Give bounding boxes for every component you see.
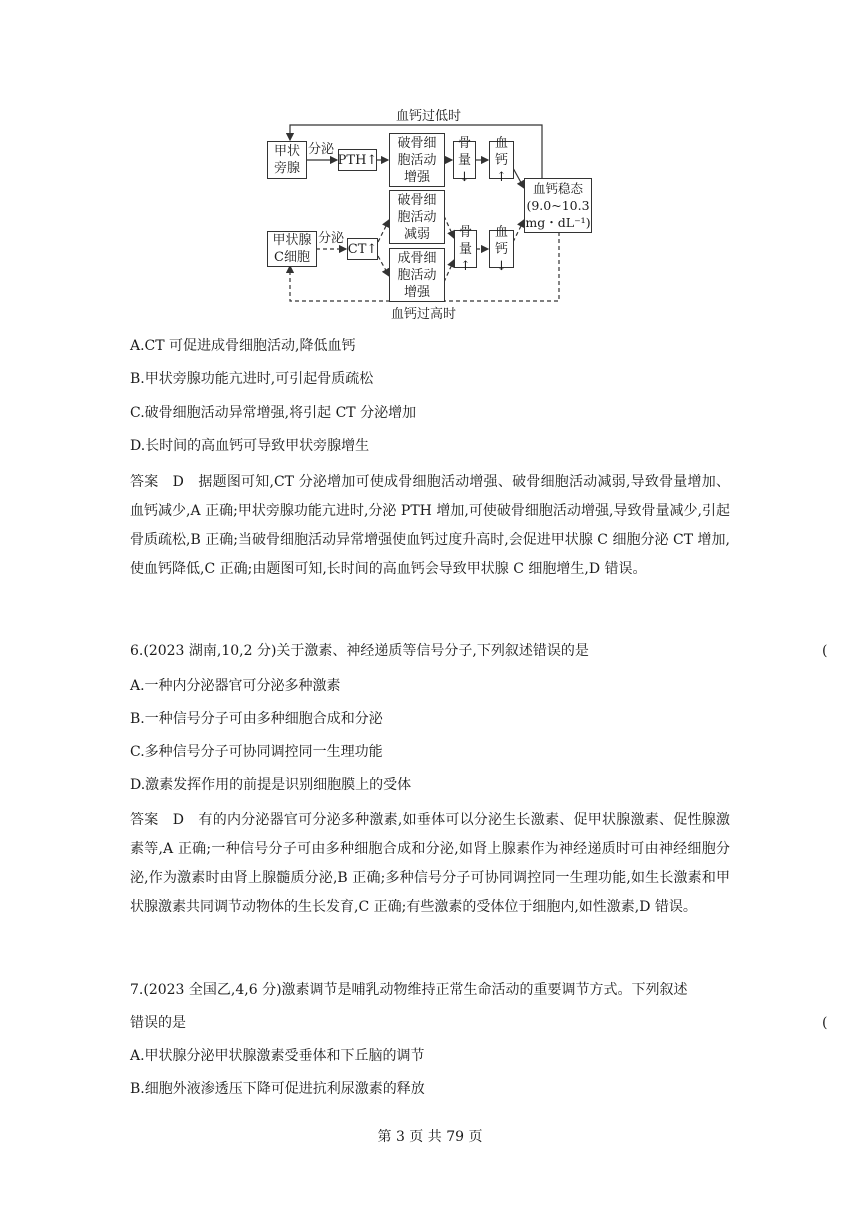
thyroid-c-cell-box: 甲状腺 C细胞 (267, 231, 317, 267)
q7-stem-line1: 7.(2023 全国乙,4,6 分)激素调节是哺乳动物维持正常生命活动的重要调节方式。下列叙述 (130, 982, 688, 998)
q6-option-c: C.多种信号分子可协同调控同一生理功能 (130, 744, 383, 760)
parathyroid-box: 甲状 旁腺 (267, 141, 307, 179)
q5-option-a: A.CT 可促进成骨细胞活动,降低血钙 (130, 338, 356, 354)
bone-mass-decrease-box: 骨 量↓ (453, 141, 476, 179)
pth-box: PTH↑ (338, 149, 377, 171)
q7-answer-paren: ( (822, 1015, 828, 1031)
q6-option-a: A.一种内分泌器官可分泌多种激素 (130, 678, 341, 694)
calcium-homeostasis-box: 血钙稳态 (9.0~10.3 mg・dL⁻¹) (524, 178, 592, 233)
page-footer: 第 3 页 共 79 页 (377, 1129, 483, 1145)
ct-box: CT↑ (347, 238, 378, 260)
calcium-increase-box: 血 钙↑ (489, 141, 514, 179)
q5-option-c: C.破骨细胞活动异常增强,将引起 CT 分泌增加 (130, 405, 417, 421)
secrete-label-bottom: 分泌 (318, 231, 345, 246)
q5-answer: 答案 D 据题图可知,CT 分泌增加可使成骨细胞活动增强、破骨细胞活动减弱,导致骨量增加、血钙减少,A 正确;甲状旁腺功能亢进时,分泌 PTH 增加,可使破骨细胞活动增强,导致骨量减少,引起骨质疏松,B 正确;当破骨细胞活动异常增强使血钙过度升高时,会促进甲状腺 C 细胞分泌 CT 增加,使血钙降低,C 正确;由题图可知,长时间的高血钙会导致甲状腺 C 细胞增生,D 错误。 (130, 474, 730, 577)
q6-answer-paren: ( (822, 643, 828, 659)
low-calcium-label: 血钙过低时 (396, 109, 462, 124)
q6-stem: 6.(2023 湖南,10,2 分)关于激素、神经递质等信号分子,下列叙述错误的是 (130, 643, 589, 659)
osteoclast-increase-box: 破骨细 胞活动 增强 (389, 133, 445, 187)
calcium-regulation-diagram (262, 108, 602, 326)
q5-option-b: B.甲状旁腺功能亢进时,可引起骨质疏松 (130, 371, 374, 387)
q7-option-b: B.细胞外液渗透压下降可促进抗利尿激素的释放 (130, 1081, 425, 1097)
bone-mass-increase-box: 骨 量↑ (454, 230, 477, 268)
q6-option-b: B.一种信号分子可由多种细胞合成和分泌 (130, 711, 383, 727)
high-calcium-label: 血钙过高时 (391, 307, 457, 322)
osteoblast-increase-box: 成骨细 胞活动 增强 (389, 248, 445, 302)
q6-option-d: D.激素发挥作用的前提是识别细胞膜上的受体 (130, 777, 412, 793)
calcium-decrease-box: 血 钙↓ (489, 230, 514, 268)
q6-answer: 答案 D 有的内分泌器官可分泌多种激素,如垂体可以分泌生长激素、促甲状腺激素、促性腺激素等,A 正确;一种信号分子可由多种细胞合成和分泌,如肾上腺素作为神经递质时可由神经细胞分泌,作为激素时由肾上腺髓质分泌,B 正确;多种信号分子可协同调控同一生理功能,如生长激素和甲状腺激素共同调节动物体的生长发育,C 正确;有些激素的受体位于细胞内,如性激素,D 错误。 (130, 812, 730, 915)
secrete-label-top: 分泌 (308, 142, 335, 157)
osteoclast-decrease-box: 破骨细 胞活动 减弱 (389, 190, 445, 244)
q5-option-d: D.长时间的高血钙可导致甲状旁腺增生 (130, 438, 370, 454)
q7-option-a: A.甲状腺分泌甲状腺激素受垂体和下丘脑的调节 (130, 1048, 425, 1064)
q7-stem-line2: 错误的是 (130, 1015, 186, 1031)
